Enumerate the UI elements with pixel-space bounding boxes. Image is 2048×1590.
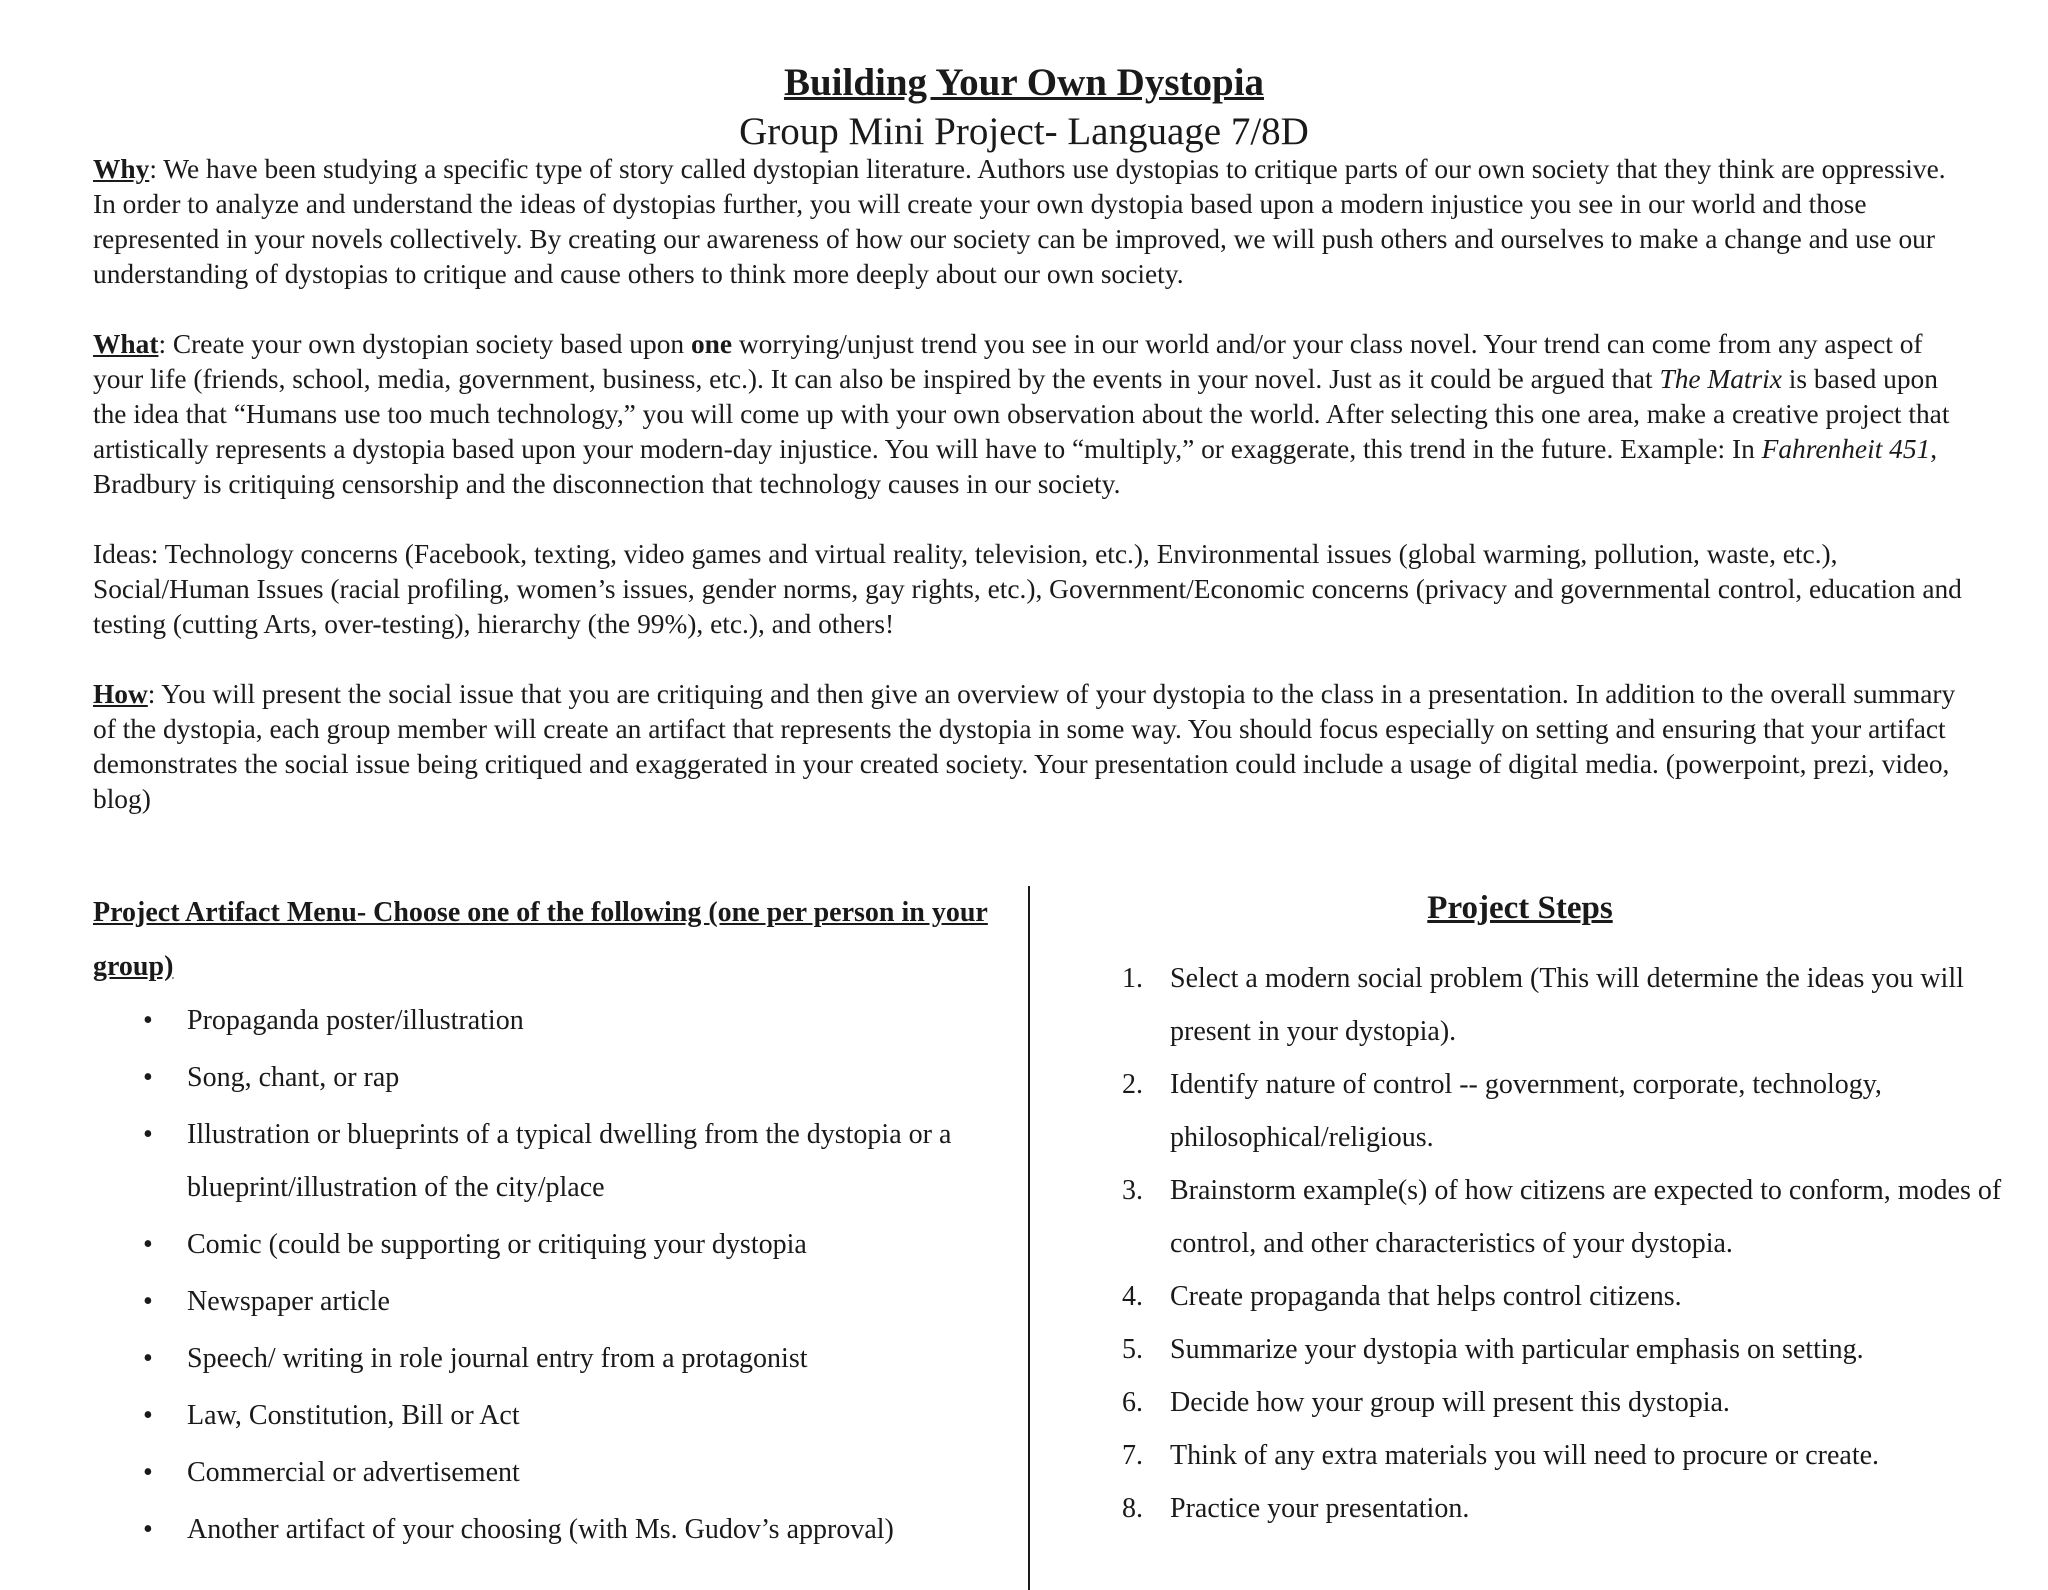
step-text: Decide how your group will present this dystopia. <box>1170 1387 1730 1418</box>
ideas-paragraph: Ideas: Technology concerns (Facebook, texting, video games and virtual reality, television, etc.), Environmental issues (global warming, pollution, waste, etc.), Social/Human Issues (racial profiling, women’s issues, gender norms, gay rights, etc.), Government/Economic concerns (privacy and governmental control, education and testing (cutting Arts, over-testing), hierarchy (the 99%), etc.), and others! <box>93 539 1962 639</box>
step-text: Create propaganda that helps control citizens. <box>1170 1281 1682 1312</box>
step-number: 2. <box>1122 1069 1143 1100</box>
artifact-menu-heading: Project Artifact Menu- Choose one of the following (one per person in your group) <box>93 897 988 982</box>
list-item <box>1110 1376 2010 1429</box>
why-text: : We have been studying a specific type of story called dystopian literature. Authors use dystopias to critique parts of our own society that they think are oppressive. In order to analyze and understand the ideas of dystopias further, you will create your own dystopia based upon a modern injustice you see in our world and those represented in your novels collectively. By creating our awareness of how our society can be improved, we will push others and ourselves to make a change and use our understanding of dystopias to critique and cause others to think more deeply about our own society. <box>93 154 1946 289</box>
why-label: Why <box>93 154 150 184</box>
what-emphasis: one <box>690 329 733 359</box>
what-text-part1: : Create your own dystopian society based upon <box>158 329 691 359</box>
project-steps-list <box>1110 952 2010 1535</box>
what-paragraph <box>93 327 1973 502</box>
document-header <box>0 58 2048 156</box>
step-text: Summarize your dystopia with particular emphasis on setting. <box>1170 1334 1864 1365</box>
list-item <box>1110 952 2010 1058</box>
how-text: : You will present the social issue that you are critiquing and then give an overview of your dystopia to the class in a presentation. In addition to the overall summary of the dystopia, each group member will create an artifact that represents the dystopia in some way. You should focus especially on setting and ensuring that your artifact demonstrates the social issue being critiqued and exaggerated in your created society. Your presentation could include a usage of digital media. (powerpoint, prezi, video, blog) <box>93 679 1956 814</box>
list-item: • Propaganda poster/illustration <box>93 994 993 1047</box>
intro-section <box>93 152 1973 852</box>
how-label: How <box>93 679 148 709</box>
project-steps <box>1110 886 2010 1535</box>
list-item: • Song, chant, or rap <box>93 1051 993 1104</box>
list-item: • Illustration or blueprints of a typical dwelling from the dystopia or a blueprint/illustration of the city/place <box>93 1108 993 1214</box>
what-text-part2: worrying/unjust trend you see in our world and/or your class novel. Your trend can come from any aspect of your life (friends, school, media, government, business, etc.). It can also be inspired by the events in your novel. Just as it could be argued that <box>93 329 1923 394</box>
step-number: 1. <box>1122 963 1143 994</box>
step-number: 7. <box>1122 1440 1143 1471</box>
step-text: Practice your presentation. <box>1170 1493 1470 1524</box>
list-item: • Comic (could be supporting or critiquing your dystopia <box>93 1218 993 1271</box>
list-item: • Commercial or advertisement <box>93 1446 993 1499</box>
what-title-fahrenheit: Fahrenheit 451 <box>1761 434 1931 464</box>
list-item <box>1110 1058 2010 1164</box>
what-title-matrix: The Matrix <box>1659 364 1782 394</box>
document-subtitle: Group Mini Project- Language 7/8D <box>739 110 1309 153</box>
list-item <box>1110 1164 2010 1270</box>
list-item <box>1110 1323 2010 1376</box>
why-paragraph <box>93 152 1973 292</box>
artifact-menu-list <box>93 994 993 1556</box>
list-item: • Another artifact of your choosing (with Ms. Gudov’s approval) <box>93 1503 993 1556</box>
step-number: 8. <box>1122 1493 1143 1524</box>
list-item <box>1110 1429 2010 1482</box>
what-label: What <box>93 329 159 359</box>
step-number: 3. <box>1122 1175 1143 1206</box>
project-steps-heading: Project Steps <box>1427 890 1613 926</box>
step-text: Think of any extra materials you will need to procure or create. <box>1170 1440 1880 1471</box>
list-item: • Law, Constitution, Bill or Act <box>93 1389 993 1442</box>
step-number: 6. <box>1122 1387 1143 1418</box>
how-paragraph <box>93 677 1973 817</box>
step-number: 5. <box>1122 1334 1143 1365</box>
list-item <box>1110 1482 2010 1535</box>
list-item <box>1110 1270 2010 1323</box>
step-number: 4. <box>1122 1281 1143 1312</box>
list-item: • Newspaper article <box>93 1275 993 1328</box>
column-divider <box>1028 886 1030 1590</box>
step-text: Identify nature of control -- government, corporate, technology, philosophical/religious. <box>1170 1069 1882 1153</box>
list-item: • Speech/ writing in role journal entry from a protagonist <box>93 1332 993 1385</box>
step-text: Select a modern social problem (This will determine the ideas you will present in your dystopia). <box>1170 963 1964 1047</box>
document-title: Building Your Own Dystopia <box>783 61 1265 104</box>
what-text-part3: is based upon the idea that “Humans use too much technology,” you will come up with your own observation about the world. After selecting this one area, make a creative project that artistically represents a dystopia based upon your modern-day injustice. You will have to “multiply,” or exaggerate, this trend in the future. Example: In <box>93 364 1950 464</box>
step-text: Brainstorm example(s) of how citizens are expected to conform, modes of control, and other characteristics of your dystopia. <box>1170 1175 2002 1259</box>
artifact-menu <box>93 886 993 1560</box>
what-text-part4: , Bradbury is critiquing censorship and the disconnection that technology causes in our society. <box>93 434 1938 499</box>
